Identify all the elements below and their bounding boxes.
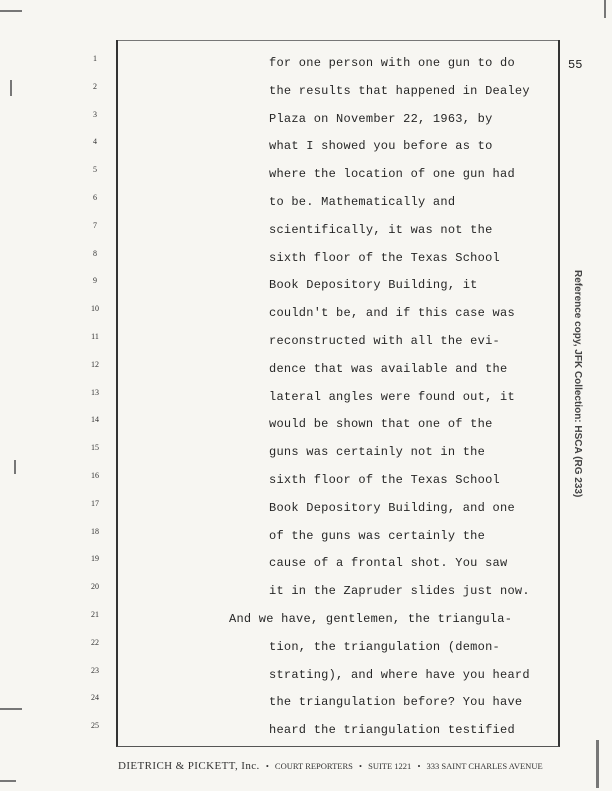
transcript-line: sixth floor of the Texas School xyxy=(269,250,500,265)
archive-reference-stamp: Reference copy, JFK Collection: HSCA (RG 233) xyxy=(572,270,583,498)
transcript-line: tion, the triangulation (demon- xyxy=(269,639,500,654)
line-number: 6 xyxy=(93,193,97,202)
line-number: 24 xyxy=(91,693,99,703)
scan-mark xyxy=(0,10,22,12)
reporter-footer xyxy=(118,760,578,772)
footer-firm: DIETRICH & PICKETT, Inc. xyxy=(118,760,260,772)
line-number: 9 xyxy=(93,276,97,286)
page-number: 55 xyxy=(568,58,583,72)
transcript-line: of the guns was certainly the xyxy=(269,528,486,543)
line-number: 21 xyxy=(91,610,99,619)
line-number: 1 xyxy=(93,54,97,63)
footer-separator: • xyxy=(358,761,362,771)
transcript-line: couldn't be, and if this case was xyxy=(269,306,515,321)
transcript-line: Plaza on November 22, 1963, by xyxy=(269,111,493,126)
scan-mark xyxy=(596,740,599,788)
transcript-line: lateral angles were found out, it xyxy=(269,389,515,404)
transcript-line: sixth floor of the Texas School xyxy=(269,473,500,487)
line-number: 10 xyxy=(91,304,99,314)
transcript-line: Book Depository Building, it xyxy=(269,278,478,293)
footer-service: COURT REPORTERS xyxy=(274,761,353,771)
scan-mark xyxy=(14,460,16,474)
line-number: 20 xyxy=(91,582,99,592)
line-number: 25 xyxy=(91,721,99,731)
transcript-line: scientifically, it was not the xyxy=(269,222,493,237)
transcript-line: heard the triangulation testified xyxy=(269,723,515,738)
transcript-line: it in the Zapruder slides just now. xyxy=(269,584,530,599)
line-number: 13 xyxy=(91,387,99,397)
transcript-line: for one person with one gun to do xyxy=(269,56,515,70)
footer-suite: SUITE 1221 xyxy=(368,761,412,771)
line-number: 4 xyxy=(93,137,97,147)
transcript-line: to be. Mathematically and xyxy=(269,195,456,209)
line-number: 11 xyxy=(91,332,99,341)
footer-separator: • xyxy=(265,761,269,771)
transcript-line: the triangulation before? You have xyxy=(269,695,523,710)
scan-mark xyxy=(10,80,12,96)
line-number: 8 xyxy=(93,248,97,258)
transcript-line: dence that was available and the xyxy=(269,361,508,376)
footer-address: 333 SAINT CHARLES AVENUE xyxy=(426,761,543,771)
transcript-line: cause of a frontal shot. You saw xyxy=(269,556,508,571)
transcript-line: reconstructed with all the evi- xyxy=(269,334,500,348)
scan-mark xyxy=(0,708,22,710)
line-number: 15 xyxy=(91,443,99,453)
line-number: 22 xyxy=(91,637,99,647)
transcript-line: the results that happened in Dealey xyxy=(269,83,530,98)
line-number: 16 xyxy=(91,471,99,480)
line-number: 19 xyxy=(91,554,99,564)
scan-mark xyxy=(604,0,606,18)
line-number: 12 xyxy=(91,359,99,369)
transcript-line: strating), and where have you heard xyxy=(269,667,530,682)
line-number: 18 xyxy=(91,526,99,536)
line-number: 3 xyxy=(93,109,97,119)
line-number: 14 xyxy=(91,415,99,425)
scan-mark xyxy=(0,780,16,782)
transcript-line: would be shown that one of the xyxy=(269,417,493,432)
transcript-line: what I showed you before as to xyxy=(269,139,493,154)
transcript-line: Book Depository Building, and one xyxy=(269,500,515,515)
transcript-line: where the location of one gun had xyxy=(269,167,515,182)
line-number: 5 xyxy=(93,165,97,175)
line-number: 7 xyxy=(93,220,97,230)
footer-separator: • xyxy=(417,761,421,771)
transcript-line: And we have, gentlemen, the triangula- xyxy=(229,612,513,626)
line-number: 2 xyxy=(93,81,97,91)
transcript-line: guns was certainly not in the xyxy=(269,445,486,460)
line-number: 17 xyxy=(91,498,99,508)
line-number: 23 xyxy=(91,665,99,675)
